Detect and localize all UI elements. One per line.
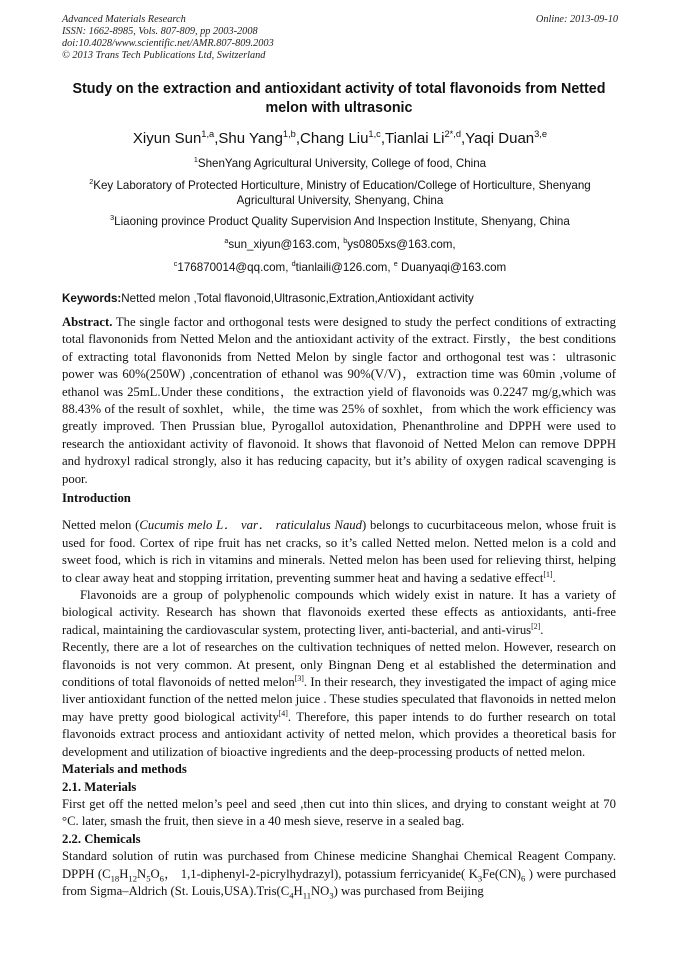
chemicals-heading: 2.2. Chemicals [62, 831, 141, 846]
author-name: Shu Yang [218, 130, 283, 147]
author-affiliation-mark: 1,a [201, 129, 215, 139]
intro-paragraph-1: Netted melon (Cucumis melo L． var． raticulalus Naud) belongs to cucurbitaceous melon, whose fruit is used for food. Cortex of ripe fruit has net cracks, so it’s called Netted melon. Netted melon is a cold and sweet food, which is rich in vitamins and minerals. Netted melon has been used for relieving thirst, helping to clear away heat and stopping irritation, preventing summer heat and having a sedative effect[1]. [62, 518, 617, 585]
author-affiliation-mark: 2*,d [444, 129, 462, 139]
journal-header [62, 14, 618, 62]
email-line-1: $^a$sun_xiyun@163.com, $^b$ys0805xs@163.com, [224, 236, 456, 251]
citation: [4] [278, 708, 288, 718]
author-affiliation-mark: 3,e [534, 129, 548, 139]
methods-heading: Materials and methods [62, 762, 187, 777]
species-name: Cucumis melo L． var． raticulalus Naud [139, 518, 362, 533]
keywords-text: Netted melon ,Total flavonoid,Ultrasonic,Extration,Antioxidant activity [121, 292, 474, 305]
keywords [62, 292, 618, 305]
author-name: Yaqi Duan [465, 130, 535, 147]
author-name: Tianlai Li [385, 130, 445, 147]
intro-paragraph-2: Flavonoids are a group of polyphenolic compounds which widely exist in nature. It has a variety of biological activity. Research has shown that flavonoids exerted these effects as antioxidants, anti-free radical, maintaining the cardiovascular system, protecting liver, anti-bacterial, and anti-virus[2]. [62, 588, 616, 637]
keywords-label: Keywords: [62, 292, 122, 305]
affiliation-1: $^1$ShenYang Agricultural University, College of food, China [193, 155, 487, 170]
intro-paragraph-3: Recently, there are a lot of researches on the cultivation techniques of netted melon. However, research on flavonoids is not very common. At present, only Bingnan Deng et al established the determination and conditions of total flavonoids of netted melon[3]. In their research, they investigated the impact of aging mice liver antioxidant function of the netted melon juice . These studies speculated that flavonoids in netted melon may have pretty good biological activity[4]. Therefore, this paper intends to do further research on total flavonoids extract process and antioxidant activity of netted melon, which provides a theoretical basis for development and utilization of bioactive ingredients and the deep-processing products of netted melon. [62, 640, 616, 759]
email-a: sun_xiyun@163.com, [228, 238, 344, 251]
journal-doi: doi:10.4028/www.scientific.net/AMR.807-809.2003 [62, 38, 274, 49]
email-line-2: $^c$176870014@qq.com, $^d$tianlaili@126.com, $^e$ Duanyaqi@163.com [173, 259, 507, 274]
journal-issn: ISSN: 1662-8985, Vols. 807-809, pp 2003-2008 [62, 26, 258, 37]
citation: [2] [531, 621, 541, 631]
abstract-text: The single factor and orthogonal tests were designed to study the perfect conditions of extracting total flavononids from Netted Melon and the antioxidant activity of the extract. Firstly，the best conditions of extracting total flavononids from Netted Melon by single factor and orthogonal test was：ultrasonic power was 60%(250W) ,concentration of ethanol was 90%(V/V)，extraction time was 60min ,volume of ethanol was 25mL.Under these conditions，the extraction yield of flavonoids was 0.2247 mg/g,which was 88.43% of the result of soxhlet，while，the time was 25% of soxhlet，from which the work efficiency was greatly improved. Then Prussian blue, Pyrogallol autoxidation, Phenanthroline and DPPH were used to research the antioxidant activity of flavonoid. It shows that flavonoid of Netted Melon can remove DPPH and hydroxyl radical strongly, also it has reducing capacity, but it’s ability of oxygen radical scavenging is poor. [62, 315, 616, 486]
materials-heading: 2.1. Materials [62, 779, 137, 794]
paper-title: Study on the extraction and antioxidant activity of total flavonoids from Netted melon with ultrasonic [72, 81, 606, 116]
materials-paragraph: First get off the netted melon’s peel and seed ,then cut into thin slices, and drying to constant weight at 70 °C. later, smash the fruit, then sieve in a 40 mesh sieve, reserve in a sealed bag. [62, 796, 616, 829]
online-date: Online: 2013-09-10 [535, 14, 618, 25]
abstract-label: Abstract. [62, 315, 113, 329]
chemicals-paragraph: Standard solution of rutin was purchased from Chinese medicine Shanghai Chemical Reagent Company. DPPH ($C_{18}H_{12}N_5O_6$， 1,1-diphenyl-2-picrylhydrazyl), potassium ferricyanide( $K_3Fe(CN)_6$ ) were purchased from Sigma–Aldrich (St. $Louis,USA).Tris(C_4H_{11}NO_3)$ was purchased from Beijing [62, 849, 616, 901]
email-e: Duanyaqi@163.com [397, 261, 507, 274]
citation: [3] [294, 673, 304, 683]
author-list: Xiyun Sun$^{1,a}$,Shu Yang$^{1,b}$,Chang Liu$^{1,c}$,Tianlai $Li^{2*,d},Yaqi$ Duan$^{3,e}$ [132, 129, 548, 147]
email-b: ys0805xs@163.com, [347, 238, 456, 251]
affiliation-2: $^2$Key Laboratory of Protected Horticulture, Ministry of Education/College of Horticulture, Shenyang Agricultural University, Shenyang, China [89, 177, 591, 207]
email-d: tianlaili@126.com, [295, 261, 394, 274]
email-c: 176870014@qq.com, [177, 261, 292, 274]
journal-name: Advanced Materials Research [62, 14, 186, 25]
author-affiliation-mark: 1,c [368, 129, 381, 139]
author-name: Xiyun Sun [132, 130, 202, 147]
author-name: Chang Liu [300, 130, 369, 147]
journal-copyright: © 2013 Trans Tech Publications Ltd, Switzerland [62, 50, 266, 61]
abstract [62, 314, 616, 488]
author-affiliation-mark: 1,b [282, 129, 296, 139]
citation: [1] [543, 569, 553, 579]
introduction-heading: Introduction [62, 491, 131, 505]
affiliation-3: $^3$Liaoning province Product Quality Supervision And Inspection Institute, Shenyang, China [110, 213, 570, 228]
main-text [62, 490, 616, 900]
